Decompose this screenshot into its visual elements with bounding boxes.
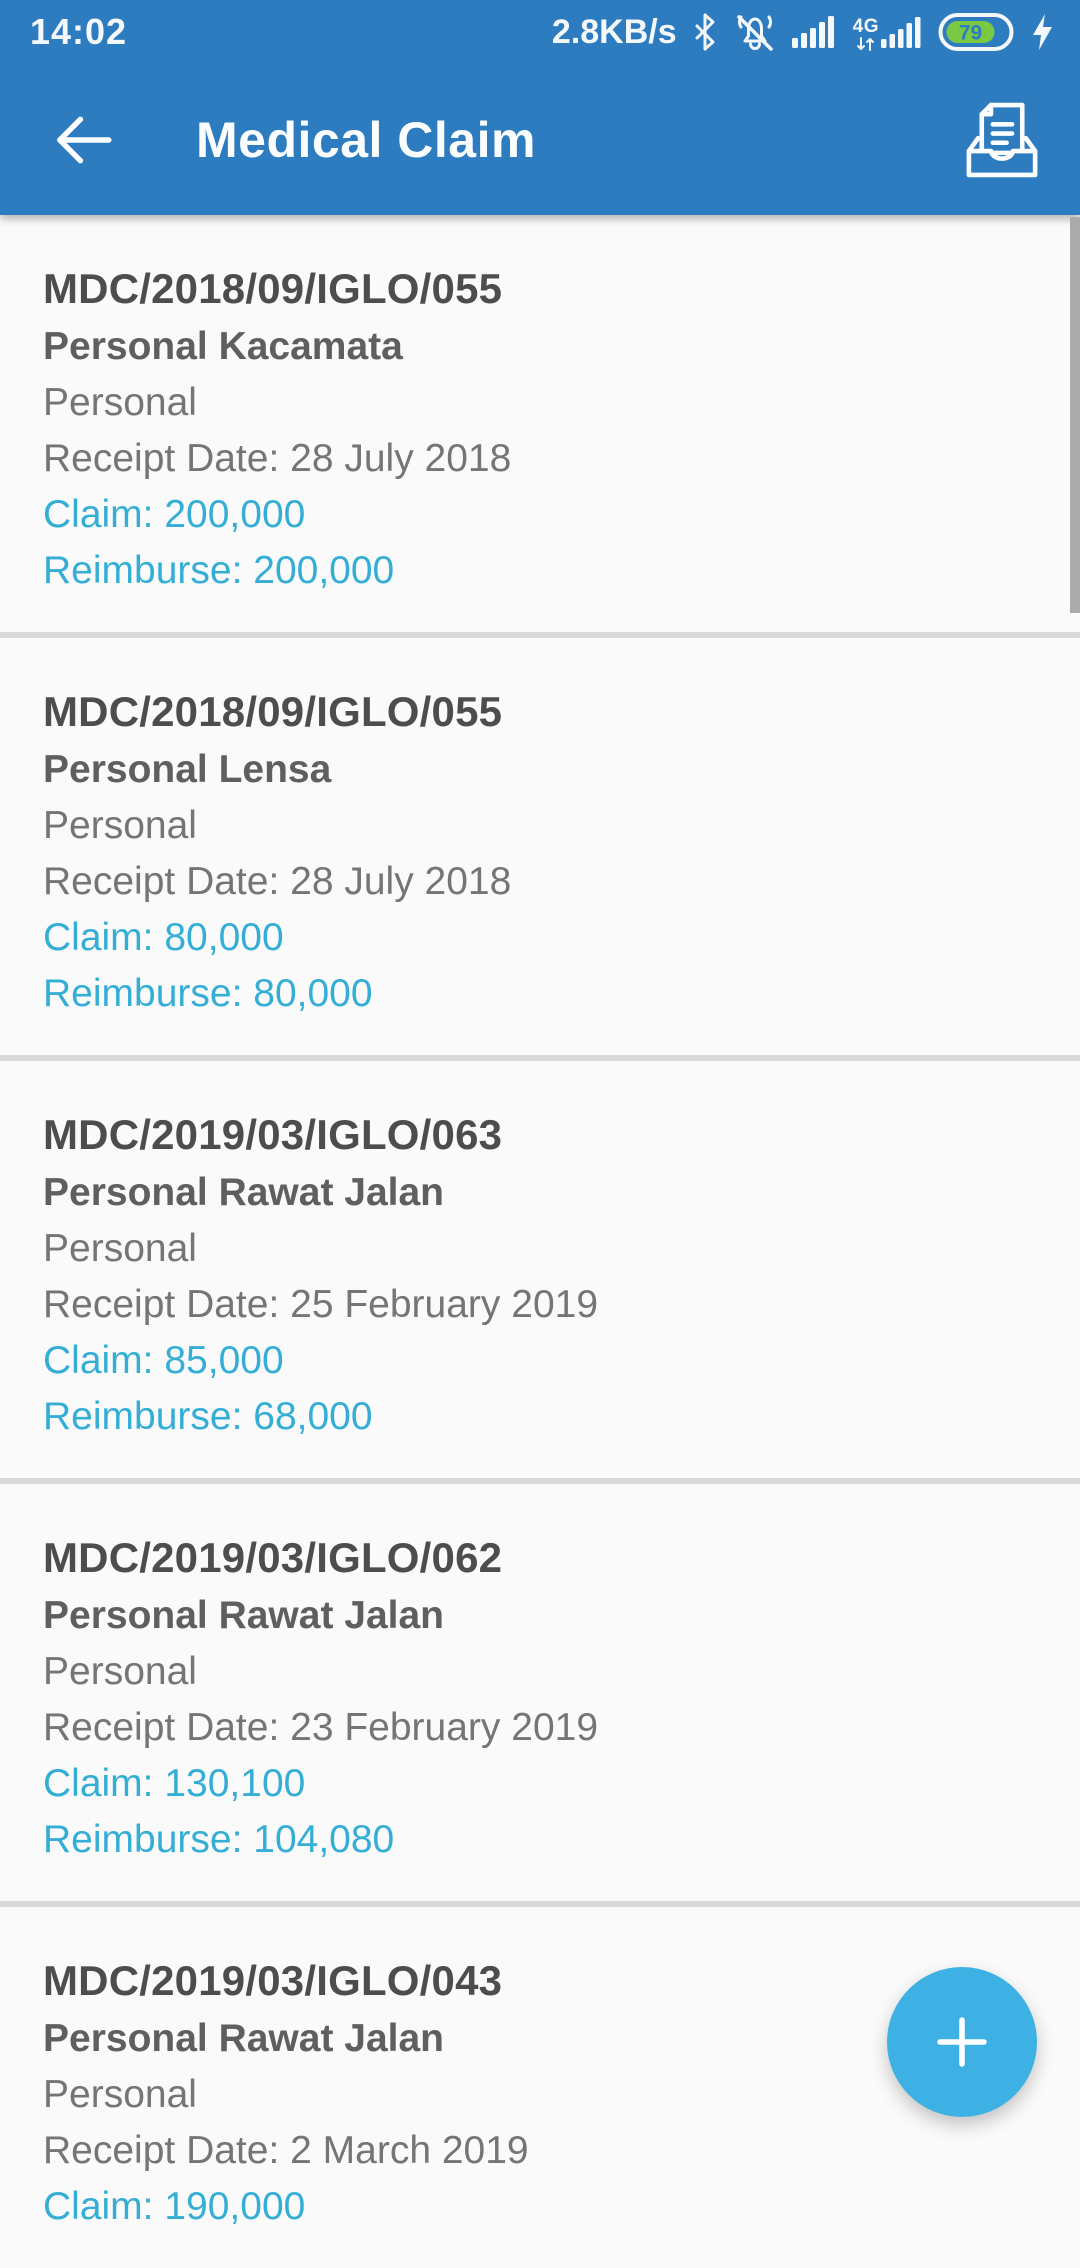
- claim-list-item[interactable]: [0, 1061, 1080, 1484]
- page-title: Medical Claim: [196, 111, 536, 168]
- claim-amount-line: [43, 1338, 1037, 1383]
- signal-icon: [792, 12, 838, 52]
- claim-code: MDC/2019/03/IGLO/062: [43, 1534, 503, 1581]
- field-value: 190,000: [164, 2185, 306, 2228]
- field-label: Reimburse:: [43, 1395, 243, 1438]
- document-inbox-icon: [956, 94, 1048, 186]
- field-label: Claim:: [43, 1762, 154, 1805]
- claim-list: [0, 215, 1080, 2268]
- field-label: Reimburse:: [43, 549, 243, 592]
- status-bar: [0, 0, 1080, 64]
- claim-amount-line: [43, 492, 1037, 537]
- field-label: Claim:: [43, 1339, 154, 1382]
- field-label: Receipt Date:: [43, 1706, 280, 1749]
- field-value: 25 February 2019: [290, 1283, 599, 1326]
- claim-category: Personal: [43, 381, 197, 424]
- back-arrow-icon: [52, 109, 114, 171]
- field-value: 28 July 2018: [290, 860, 512, 903]
- back-button[interactable]: [48, 105, 118, 175]
- claim-amount-line: [43, 915, 1037, 960]
- field-label: Receipt Date:: [43, 1283, 280, 1326]
- field-value: 130,100: [164, 1762, 306, 1805]
- claim-category: Personal: [43, 1227, 197, 1270]
- network-type-label: 4G: [852, 16, 879, 37]
- field-value: 68,000: [253, 1395, 373, 1438]
- claim-name: Personal Rawat Jalan: [43, 2017, 445, 2060]
- claim-category: Personal: [43, 1650, 197, 1693]
- reimburse-amount-line: [43, 1817, 1037, 1862]
- mute-bell-icon: [733, 11, 777, 53]
- field-label: Receipt Date:: [43, 860, 280, 903]
- field-value: 2 March 2019: [290, 2129, 529, 2172]
- reimburse-amount-line: [43, 1394, 1037, 1439]
- field-label: Reimburse:: [43, 972, 243, 1015]
- field-label: Claim:: [43, 493, 154, 536]
- mobile-data-cluster: [853, 12, 923, 52]
- svg-text:79: 79: [958, 21, 983, 45]
- add-claim-button[interactable]: [887, 1967, 1037, 2117]
- receipt-date-line: [43, 2128, 1037, 2173]
- receipt-date-line: [43, 859, 1037, 904]
- claim-code: MDC/2018/09/IGLO/055: [43, 265, 503, 312]
- clock: 14:02: [30, 11, 128, 52]
- reimburse-amount-line: [43, 971, 1037, 1016]
- plus-icon: [938, 2018, 986, 2066]
- claim-list-item[interactable]: [0, 215, 1080, 638]
- scrollbar-thumb[interactable]: [1070, 217, 1080, 613]
- claim-name: Personal Rawat Jalan: [43, 1594, 445, 1637]
- claim-code: MDC/2019/03/IGLO/063: [43, 1111, 503, 1158]
- field-value: 80,000: [164, 916, 284, 959]
- bluetooth-icon: [692, 12, 718, 52]
- field-label: Claim:: [43, 2185, 154, 2228]
- field-value: 28 July 2018: [290, 437, 512, 480]
- claim-category: Personal: [43, 2073, 197, 2116]
- field-value: 85,000: [164, 1339, 284, 1382]
- receipt-date-line: [43, 436, 1037, 481]
- charging-icon: [1031, 13, 1054, 51]
- status-icons: [552, 11, 1054, 53]
- field-label: Receipt Date:: [43, 2129, 280, 2172]
- battery-icon: [938, 12, 1016, 52]
- receipt-date-line: [43, 1705, 1037, 1750]
- field-value: 200,000: [164, 493, 306, 536]
- document-inbox-button[interactable]: [954, 92, 1050, 188]
- claim-amount-line: [43, 1761, 1037, 1806]
- network-speed: 2.8KB/s: [551, 12, 677, 51]
- claim-category: Personal: [43, 804, 197, 847]
- signal-icon: [881, 12, 923, 52]
- mobile-data-arrows-icon: [856, 36, 876, 52]
- field-label: Reimburse:: [43, 1818, 243, 1861]
- field-value: 80,000: [253, 972, 373, 1015]
- claim-name: Personal Kacamata: [43, 325, 403, 368]
- claim-name: Personal Rawat Jalan: [43, 1171, 445, 1214]
- claim-name: Personal Lensa: [43, 748, 332, 791]
- field-value: 104,080: [253, 1818, 395, 1861]
- claim-amount-line: [43, 2184, 1037, 2229]
- field-label: Receipt Date:: [43, 437, 280, 480]
- receipt-date-line: [43, 1282, 1037, 1327]
- claim-code: MDC/2019/03/IGLO/043: [43, 1957, 503, 2004]
- field-value: 23 February 2019: [290, 1706, 599, 1749]
- claim-list-item[interactable]: [0, 638, 1080, 1061]
- claim-code: MDC/2018/09/IGLO/055: [43, 688, 503, 735]
- claim-list-item[interactable]: [0, 1484, 1080, 1907]
- app-bar: [0, 64, 1080, 215]
- field-label: Claim:: [43, 916, 154, 959]
- field-value: 200,000: [253, 549, 395, 592]
- reimburse-amount-line: [43, 548, 1037, 593]
